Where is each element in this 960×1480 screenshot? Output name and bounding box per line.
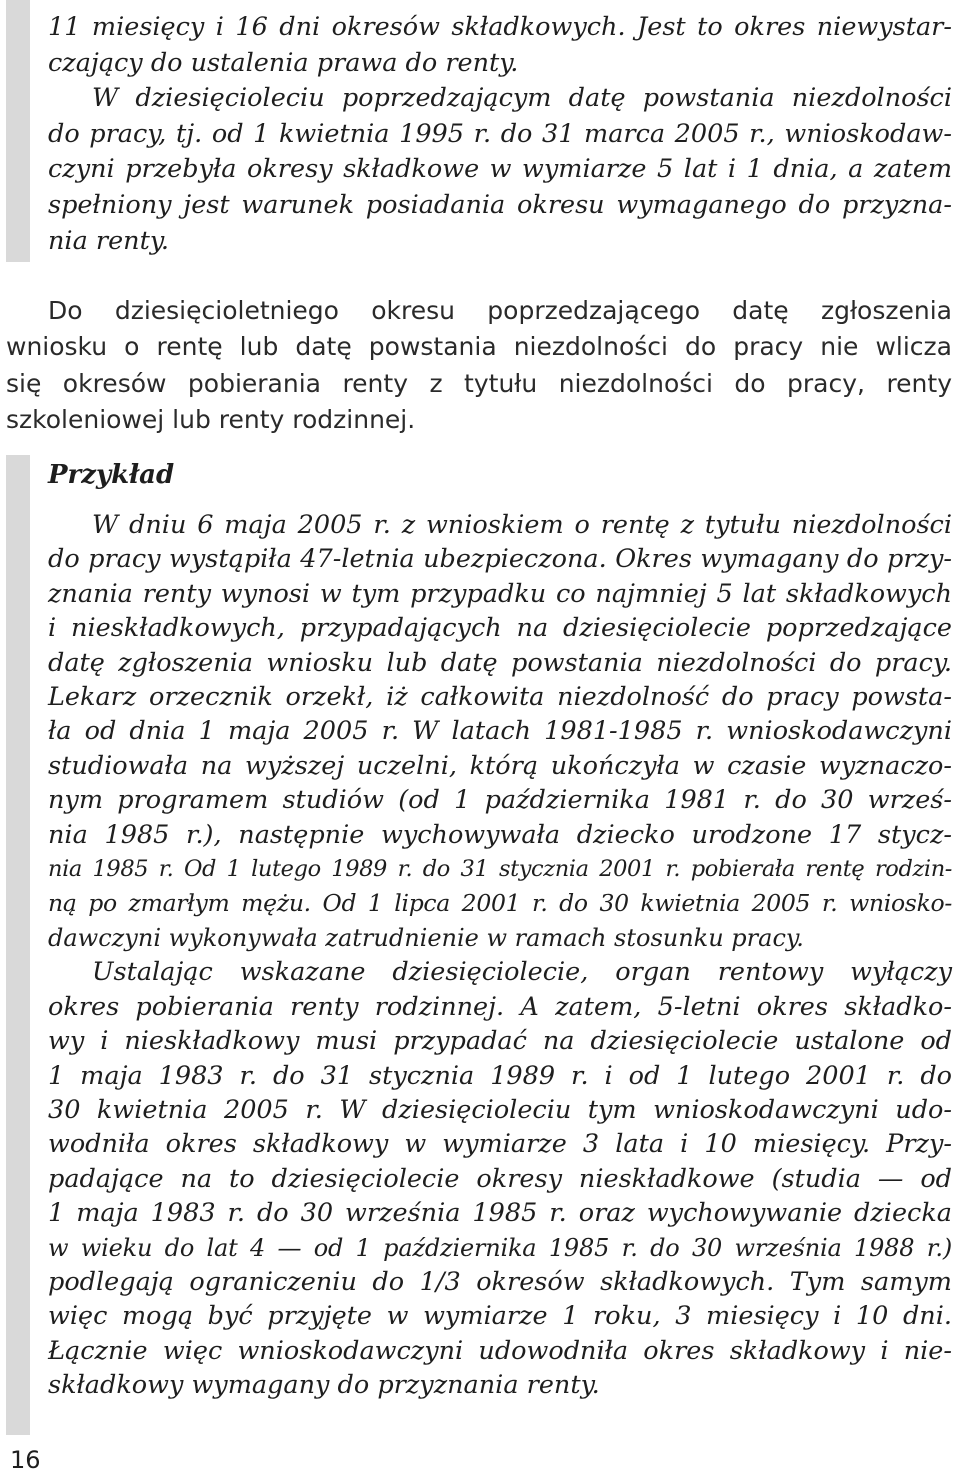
margin-bar-top bbox=[6, 0, 30, 262]
text-line: padające na to dziesięciolecie okresy nieskładkowe (studia — od bbox=[48, 1163, 952, 1194]
text-line: 11 miesięcy i 16 dni okresów składkowych. Jest to okres niewystar- bbox=[48, 12, 952, 42]
top-paragraph bbox=[48, 10, 952, 259]
text-line: podlegają ograniczeniu do 1/3 okresów składkowych. Tym samym bbox=[48, 1266, 952, 1297]
text-line: czyni przebyła okresy składkowe w wymiarze 5 lat i 1 dnia, a zatem bbox=[48, 154, 952, 185]
text-line: nia 1985 r.), następnie wychowywała dziecko urodzone 17 stycz- bbox=[48, 819, 952, 850]
text-line: studiowała na wyższej uczelni, którą ukończyła w czasie wyznaczo- bbox=[48, 750, 952, 781]
example-paragraph bbox=[48, 508, 952, 1403]
text-line: ną po zmarłym mężu. Od 1 lipca 2001 r. do 30 kwietnia 2005 r. wniosko- bbox=[48, 889, 952, 918]
text-line: 1 maja 1983 r. do 31 stycznia 1989 r. i od 1 lutego 2001 r. do bbox=[48, 1060, 952, 1091]
text-line: wniosku o rentę lub datę powstania niezdolności do pracy nie wlicza bbox=[6, 332, 952, 362]
text-line: znania renty wynosi w tym przypadku co najmniej 5 lat składkowych bbox=[48, 578, 952, 609]
margin-bar-example bbox=[6, 455, 30, 1435]
text-line: czający do ustalenia prawa do renty. bbox=[48, 47, 519, 78]
text-line: więc mogą być przyjęte w wymiarze 1 roku, 3 miesięcy i 10 dni. bbox=[48, 1301, 952, 1332]
text-line: wodniła okres składkowy w wymiarze 3 lata i 10 miesięcy. Przy- bbox=[48, 1129, 952, 1160]
text-line: szkoleniowej lub renty rodzinnej. bbox=[6, 404, 416, 434]
text-line: do pracy, tj. od 1 kwietnia 1995 r. do 31 marca 2005 r., wnioskodaw- bbox=[48, 118, 952, 149]
text-line: do pracy wystąpiła 47-letnia ubezpieczona. Okres wymagany do przy- bbox=[48, 544, 952, 575]
example-heading: Przykład bbox=[48, 460, 175, 490]
text-line: Ustalając wskazane dziesięciolecie, organ rentowy wyłączy bbox=[92, 957, 952, 988]
text-line: 30 kwietnia 2005 r. W dziesięcioleciu tym wnioskodawczyni udo- bbox=[48, 1094, 952, 1125]
text-line: w wieku do lat 4 — od 1 października 1985 r. do 30 września 1988 r.) bbox=[48, 1233, 952, 1262]
text-line: składkowy wymagany do przyznania renty. bbox=[48, 1370, 600, 1401]
text-line: i nieskładkowych, przypadających na dziesięciolecie poprzedzające bbox=[48, 613, 952, 644]
text-line: wy i nieskładkowy musi przypadać na dziesięciolecie ustalone od bbox=[48, 1026, 952, 1057]
text-line: nia 1985 r. Od 1 lutego 1989 r. do 31 stycznia 2001 r. pobierała rentę rodzin- bbox=[48, 856, 952, 883]
text-line: Lekarz orzecznik orzekł, iż całkowita niezdolność do pracy powsta- bbox=[48, 682, 952, 713]
text-line: Łącznie więc wnioskodawczyni udowodniła okres składkowy i nie- bbox=[48, 1335, 952, 1366]
text-line: dawczyni wykonywała zatrudnienie w ramach stosunku pracy. bbox=[48, 923, 804, 952]
text-line: W dniu 6 maja 2005 r. z wnioskiem o rentę z tytułu niezdolności bbox=[92, 510, 952, 540]
main-paragraph bbox=[6, 293, 952, 438]
text-line: spełniony jest warunek posiadania okresu wymaganego do przyzna- bbox=[48, 189, 952, 220]
text-line: ła od dnia 1 maja 2005 r. W latach 1981-1985 r. wnioskodawczyni bbox=[48, 716, 952, 747]
text-line: Do dziesięcioletniego okresu poprzedzającego datę zgłoszenia bbox=[48, 296, 952, 325]
text-line: okres pobierania renty rodzinnej. A zatem, 5-letni okres składko- bbox=[48, 991, 952, 1022]
text-line: się okresów pobierania renty z tytułu niezdolności do pracy, renty bbox=[6, 368, 952, 398]
text-line: nia renty. bbox=[48, 225, 169, 256]
text-line: nym programem studiów (od 1 października 1981 r. do 30 wrześ- bbox=[48, 785, 952, 816]
text-line: W dziesięcioleciu poprzedzającym datę powstania niezdolności bbox=[92, 83, 952, 114]
text-line: 1 maja 1983 r. do 30 września 1985 r. oraz wychowywanie dziecka bbox=[48, 1198, 952, 1229]
page-number: 16 bbox=[10, 1446, 41, 1474]
text-line: datę zgłoszenia wniosku lub datę powstania niezdolności do pracy. bbox=[48, 647, 952, 678]
